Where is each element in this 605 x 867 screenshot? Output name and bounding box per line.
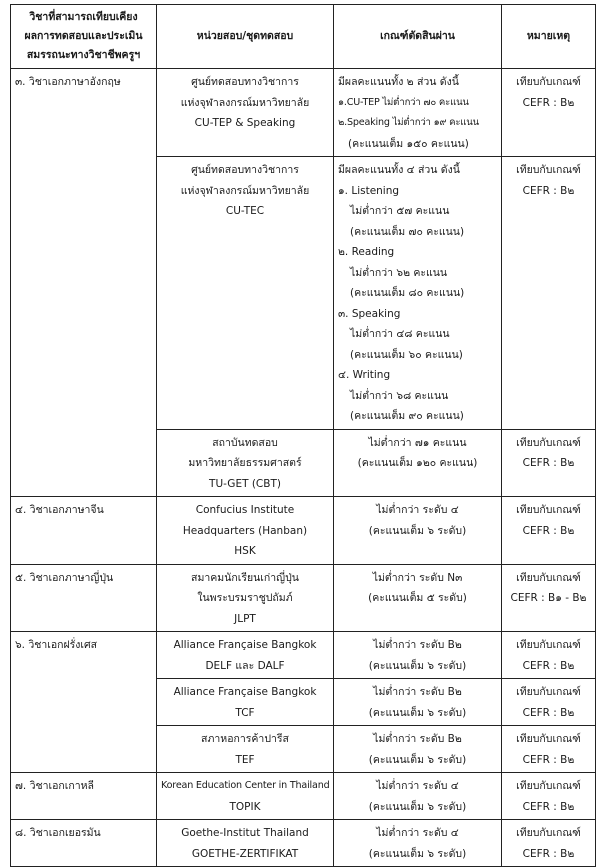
- remark-cell: เทียบกับเกณฑ์ CEFR : B๒: [502, 157, 596, 430]
- agency-cell: สภาหอการค้าปารีส TEF: [157, 726, 334, 773]
- criteria-cell: มีผลคะแนนทั้ง ๒ ส่วน ดังนี้ ๑.CU-TEP ไม่ต่ำกว่า ๗๐ คะแนน ๒.Speaking ไม่ต่ำกว่า ๑๙ คะแนน (คะแนนเต็ม ๑๕๐ คะแนน): [334, 69, 502, 157]
- table-row: [11, 632, 596, 679]
- criteria-cell: ไม่ต่ำกว่า ระดับ B๒ (คะแนนเต็ม ๖ ระดับ): [334, 679, 502, 726]
- subject-cell: ๘. วิชาเอกเยอรมัน: [11, 820, 157, 867]
- remark-cell: เทียบกับเกณฑ์ CEFR : B๒: [502, 679, 596, 726]
- agency-cell: ศูนย์ทดสอบทางวิชาการ แห่งจุฬาลงกรณ์มหาวิทยาลัย CU-TEC: [157, 157, 334, 430]
- agency-cell: ศูนย์ทดสอบทางวิชาการ แห่งจุฬาลงกรณ์มหาวิทยาลัย CU-TEP & Speaking: [157, 69, 334, 157]
- agency-cell: Confucius Institute Headquarters (Hanban) HSK: [157, 497, 334, 565]
- header-subject: วิชาที่สามารถเทียบเคียง ผลการทดสอบและประเมิน สมรรถนะทางวิชาชีพครูฯ: [11, 5, 157, 69]
- table-header-row: [11, 5, 596, 69]
- remark-cell: เทียบกับเกณฑ์ CEFR : B๒: [502, 497, 596, 565]
- remark-cell: เทียบกับเกณฑ์ CEFR : B๒: [502, 632, 596, 679]
- subject-cell: ๖. วิชาเอกฝรั่งเศส: [11, 632, 157, 773]
- remark-cell: เทียบกับเกณฑ์ CEFR : B๒: [502, 820, 596, 867]
- header-criteria: เกณฑ์ตัดสินผ่าน: [334, 5, 502, 69]
- table-row: [11, 69, 596, 157]
- criteria-cell: ไม่ต่ำกว่า ระดับ ๔ (คะแนนเต็ม ๖ ระดับ): [334, 773, 502, 820]
- agency-cell: Korean Education Center in Thailand TOPIK: [157, 773, 334, 820]
- remark-cell: เทียบกับเกณฑ์ CEFR : B๒: [502, 429, 596, 497]
- table-row: [11, 820, 596, 867]
- subject-cell: ๔. วิชาเอกภาษาจีน: [11, 497, 157, 565]
- subject-cell: ๗. วิชาเอกเกาหลี: [11, 773, 157, 820]
- agency-cell: สถาบันทดสอบ มหาวิทยาลัยธรรมศาสตร์ TU-GET (CBT): [157, 429, 334, 497]
- remark-cell: เทียบกับเกณฑ์ CEFR : B๒: [502, 773, 596, 820]
- subject-cell: ๕. วิชาเอกภาษาญี่ปุ่น: [11, 564, 157, 632]
- remark-cell: เทียบกับเกณฑ์ CEFR : B๒: [502, 726, 596, 773]
- agency-cell: Alliance Française Bangkok DELF และ DALF: [157, 632, 334, 679]
- criteria-cell: มีผลคะแนนทั้ง ๔ ส่วน ดังนี้ ๑. Listening ไม่ต่ำกว่า ๕๗ คะแนน (คะแนนเต็ม ๗๐ คะแนน) ๒. Reading ไม่ต่ำกว่า ๖๒ คะแนน (คะแนนเต็ม ๘๐ คะแนน) ๓. Speaking ไม่ต่ำกว่า ๔๘ คะแนน (คะแนนเต็ม ๖๐ คะแนน) ๔. Writing ไม่ต่ำกว่า ๖๘ คะแนน (คะแนนเต็ม ๙๐ คะแนน): [334, 157, 502, 430]
- subject-cell: ๓. วิชาเอกภาษาอังกฤษ: [11, 69, 157, 497]
- agency-cell: Alliance Française Bangkok TCF: [157, 679, 334, 726]
- header-remark: หมายเหตุ: [502, 5, 596, 69]
- criteria-cell: ไม่ต่ำกว่า ๗๑ คะแนน (คะแนนเต็ม ๑๒๐ คะแนน): [334, 429, 502, 497]
- criteria-cell: ไม่ต่ำกว่า ระดับ N๓ (คะแนนเต็ม ๕ ระดับ): [334, 564, 502, 632]
- equivalence-table: [10, 4, 596, 867]
- agency-cell: Goethe-Institut Thailand GOETHE-ZERTIFIKAT: [157, 820, 334, 867]
- header-agency: หน่วยสอบ/ชุดทดสอบ: [157, 5, 334, 69]
- table-row: [11, 497, 596, 565]
- agency-cell: สมาคมนักเรียนเก่าญี่ปุ่น ในพระบรมราชูปถัมภ์ JLPT: [157, 564, 334, 632]
- table-row: [11, 564, 596, 632]
- criteria-cell: ไม่ต่ำกว่า ระดับ ๔ (คะแนนเต็ม ๖ ระดับ): [334, 820, 502, 867]
- table-row: [11, 773, 596, 820]
- criteria-cell: ไม่ต่ำกว่า ระดับ B๒ (คะแนนเต็ม ๖ ระดับ): [334, 632, 502, 679]
- criteria-cell: ไม่ต่ำกว่า ระดับ B๒ (คะแนนเต็ม ๖ ระดับ): [334, 726, 502, 773]
- criteria-cell: ไม่ต่ำกว่า ระดับ ๔ (คะแนนเต็ม ๖ ระดับ): [334, 497, 502, 565]
- remark-cell: เทียบกับเกณฑ์ CEFR : B๒: [502, 69, 596, 157]
- remark-cell: เทียบกับเกณฑ์ CEFR : B๑ - B๒: [502, 564, 596, 632]
